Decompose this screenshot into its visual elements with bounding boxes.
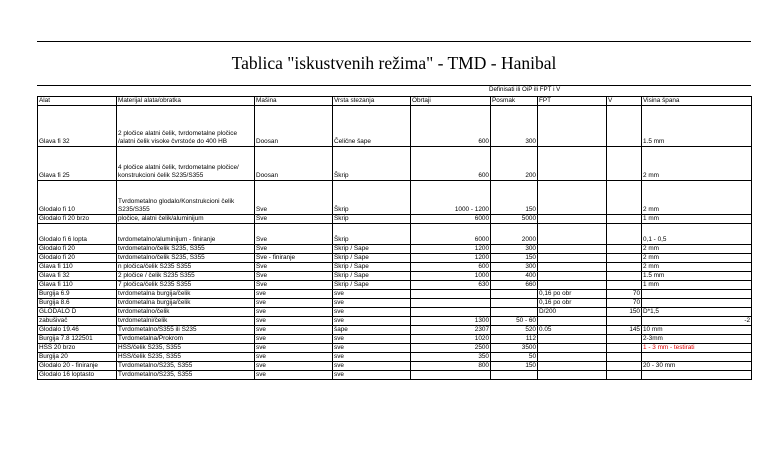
cell-mat: Tvrdometalno/S355 ili S235 [117,326,255,335]
cell-v [607,106,642,147]
table-row [38,317,752,326]
table-title: Tablica "iskustvenih režima" - TMD - Hanibal [37,41,751,86]
cell-stez: šape [333,326,411,335]
cell-masina: Sve [255,181,333,215]
cell-fpt [538,254,607,263]
cell-v [607,181,642,215]
cell-vis: -2 [642,317,752,326]
cell-fpt [538,362,607,371]
definition-note: Definisati ili OiP ili FPT i V [489,86,561,93]
cell-masina: Sve [255,281,333,290]
cell-mat: 7 pločica/čelik S235 S355 [117,281,255,290]
cell-posmak: 150 [491,362,538,371]
cell-fpt [538,371,607,380]
cell-fpt [538,335,607,344]
header-alat: Alat [38,97,117,106]
table-row [38,335,752,344]
cell-alat: Glodalo fi 20 [38,245,117,254]
cell-posmak: 300 [491,245,538,254]
cell-alat: Glodalo 19.46 [38,326,117,335]
cell-obrtaji: 6000 [411,215,491,224]
table-row [38,362,752,371]
table-row [38,245,752,254]
cell-v [607,224,642,245]
table-row [38,181,752,215]
cell-mat: tvrdometalno/čelik S235, S355 [117,254,255,263]
cell-posmak [491,290,538,299]
cell-alat: HSS 20 brzo [38,344,117,353]
cell-mat: 4 pločice alatni čelik, tvrdometalne pločice/ konstrukcioni čelik S235/S355 [117,147,255,181]
cell-v [607,245,642,254]
cell-fpt: D/200 [538,308,607,317]
cell-v [607,344,642,353]
cell-mat: Tvrdometalno/S235, S355 [117,371,255,380]
cell-stez: sve [333,308,411,317]
header-posmak: Posmak [491,97,538,106]
cell-alat: Glava fi 32 [38,106,117,147]
cell-obrtaji: 1020 [411,335,491,344]
cell-obrtaji: 1200 [411,245,491,254]
cell-posmak: 300 [491,106,538,147]
cell-stez: sve [333,353,411,362]
cell-obrtaji: 2500 [411,344,491,353]
cell-posmak [491,308,538,317]
cell-alat: Glodalo 20 - finiranje [38,362,117,371]
cell-masina: Doosan [255,147,333,181]
cell-obrtaji: 800 [411,362,491,371]
cell-mat: n pločica/čelik S235 S355 [117,263,255,272]
cell-posmak: 150 [491,181,538,215]
header-obrtaji: Obrtaji [411,97,491,106]
cell-posmak: 50 [491,353,538,362]
cell-v: 70 [607,290,642,299]
cell-fpt [538,317,607,326]
cell-alat: GLODALO D [38,308,117,317]
cell-alat: Glava fi 32 [38,272,117,281]
cell-mat: 2 pločice / čelik S235 S355 [117,272,255,281]
cell-fpt [538,281,607,290]
cell-obrtaji [411,308,491,317]
cell-fpt [538,106,607,147]
cell-masina: sve [255,308,333,317]
cell-posmak [491,371,538,380]
cell-masina: Sve - finiranje [255,254,333,263]
cell-fpt [538,147,607,181]
cell-posmak: 5000 [491,215,538,224]
cell-vis [642,290,752,299]
cell-masina: Sve [255,245,333,254]
cell-vis: D*1,5 [642,308,752,317]
cell-stez: Škrip [333,215,411,224]
cell-masina: sve [255,335,333,344]
cell-posmak: 50 - 60 [491,317,538,326]
regime-table [37,96,752,380]
cell-vis: 2 mm [642,263,752,272]
spreadsheet [37,41,751,380]
cell-alat: Burgija 6.9 [38,290,117,299]
cell-posmak [491,299,538,308]
cell-posmak: 3500 [491,344,538,353]
cell-posmak: 200 [491,147,538,181]
cell-v [607,371,642,380]
cell-v: 70 [607,299,642,308]
cell-posmak: 300 [491,263,538,272]
cell-fpt: 0.05 [538,326,607,335]
table-row [38,326,752,335]
cell-obrtaji [411,299,491,308]
cell-vis [642,371,752,380]
cell-stez: Škrip / Šape [333,272,411,281]
cell-mat: HSS/čelik S235, S355 [117,344,255,353]
cell-masina: Sve [255,272,333,281]
cell-posmak: 520 [491,326,538,335]
cell-alat: Glava fi 110 [38,281,117,290]
cell-v [607,335,642,344]
cell-alat: Glava fi 110 [38,263,117,272]
cell-obrtaji [411,371,491,380]
cell-posmak: 112 [491,335,538,344]
cell-v [607,272,642,281]
cell-stez: Škrip / Šape [333,254,411,263]
cell-stez: Škrip / Šape [333,263,411,272]
cell-vis: 1.5 mm [642,272,752,281]
table-row [38,371,752,380]
cell-masina: sve [255,362,333,371]
cell-stez: sve [333,299,411,308]
cell-mat: tvrdometalno/čelik S235, S355 [117,245,255,254]
cell-vis: 1 - 3 mm - testirati [642,344,752,353]
cell-mat: Tvrdometalna/Prokrom [117,335,255,344]
cell-posmak: 150 [491,254,538,263]
cell-alat: Glodalo fi 6 lopta [38,224,117,245]
cell-v [607,254,642,263]
cell-stez: sve [333,290,411,299]
header-row [38,97,752,106]
cell-obrtaji: 1300 [411,317,491,326]
cell-masina: sve [255,326,333,335]
cell-masina: Sve [255,224,333,245]
cell-v: 145 [607,326,642,335]
table-row [38,224,752,245]
cell-fpt [538,353,607,362]
cell-alat: zabušivač [38,317,117,326]
cell-mat: Tvrdometalno/S235, S355 [117,362,255,371]
cell-mat: 2 pločice alatni čelik, tvrdometalne pločice /alatni čelik visoke čvrstoće do 400 HB [117,106,255,147]
table-row [38,263,752,272]
cell-v [607,281,642,290]
table-row [38,299,752,308]
cell-fpt [538,344,607,353]
table-row [38,215,752,224]
cell-vis [642,353,752,362]
cell-vis: 2 mm [642,245,752,254]
cell-posmak: 400 [491,272,538,281]
cell-vis: 10 mm [642,326,752,335]
cell-fpt [538,224,607,245]
cell-masina: Doosan [255,106,333,147]
cell-obrtaji: 1000 - 1200 [411,181,491,215]
cell-obrtaji: 350 [411,353,491,362]
cell-stez: Škrip [333,224,411,245]
cell-vis: 0,1 - 0,5 [642,224,752,245]
table-row [38,254,752,263]
cell-stez: sve [333,371,411,380]
cell-fpt [538,215,607,224]
cell-obrtaji: 600 [411,147,491,181]
cell-fpt [538,181,607,215]
cell-masina: sve [255,299,333,308]
cell-v [607,263,642,272]
header-visina: Visina špana [642,97,752,106]
header-fpt: FPT [538,97,607,106]
cell-vis: 2 mm [642,254,752,263]
cell-obrtaji: 1000 [411,272,491,281]
cell-stez: sve [333,317,411,326]
cell-stez: Škrip / Šape [333,281,411,290]
cell-stez: Škrip [333,181,411,215]
cell-alat: Glodalo 16 loptasto [38,371,117,380]
cell-obrtaji [411,290,491,299]
cell-stez: sve [333,362,411,371]
cell-alat: Glodalo fi 10 [38,181,117,215]
cell-alat: Burgija 8.6 [38,299,117,308]
cell-posmak: 660 [491,281,538,290]
table-row [38,106,752,147]
cell-obrtaji: 2307 [411,326,491,335]
cell-vis: 2-3mm [642,335,752,344]
cell-vis: 2 mm [642,181,752,215]
cell-obrtaji: 1200 [411,254,491,263]
cell-mat: Tvrdometalno glodalo/Konstrukcioni čelik S235/S355 [117,181,255,215]
cell-masina: Sve [255,263,333,272]
cell-mat: pločice, alatni čelik/aluminijum [117,215,255,224]
cell-obrtaji: 600 [411,263,491,272]
cell-mat: tvrdometalno/aluminijum - finiranje [117,224,255,245]
definition-note-row [37,86,751,96]
cell-fpt [538,272,607,281]
header-masina: Mašina [255,97,333,106]
cell-fpt: 0,16 po obr [538,299,607,308]
cell-stez: sve [333,335,411,344]
cell-stez: sve [333,344,411,353]
cell-mat: tvrdometalna burgija/čelik [117,299,255,308]
cell-alat: Burgija 7.8 122501 [38,335,117,344]
cell-mat: HSS/čelik S235, S355 [117,353,255,362]
table-row [38,281,752,290]
cell-mat: tvrdometalna burgija/čelik [117,290,255,299]
cell-posmak: 2000 [491,224,538,245]
cell-fpt: 0,16 po obr [538,290,607,299]
table-row [38,308,752,317]
cell-vis: 2 mm [642,147,752,181]
cell-masina: Sve [255,215,333,224]
cell-v [607,362,642,371]
cell-mat: tvrdometalni/čelik [117,317,255,326]
cell-obrtaji: 6000 [411,224,491,245]
cell-masina: sve [255,344,333,353]
cell-vis: 1 mm [642,215,752,224]
cell-obrtaji: 630 [411,281,491,290]
cell-masina: sve [255,317,333,326]
cell-alat: Glodalo fi 20 [38,254,117,263]
cell-masina: sve [255,353,333,362]
table-row [38,353,752,362]
cell-alat: Glava fi 25 [38,147,117,181]
cell-v [607,147,642,181]
cell-v [607,353,642,362]
cell-alat: Glodalo fi 20 brzo [38,215,117,224]
cell-stez: Škrip / Šape [333,245,411,254]
cell-masina: sve [255,290,333,299]
cell-masina: sve [255,371,333,380]
cell-mat: tvrdometalno/čelik [117,308,255,317]
cell-v: 150 [607,308,642,317]
cell-vis: 20 - 30 mm [642,362,752,371]
cell-vis [642,299,752,308]
cell-stez: Čelične šape [333,106,411,147]
cell-stez: Škrip [333,147,411,181]
table-row [38,290,752,299]
cell-vis: 1.5 mm [642,106,752,147]
table-row [38,147,752,181]
header-stezanje: Vrsta stezanja [333,97,411,106]
cell-v [607,215,642,224]
cell-v [607,317,642,326]
table-row [38,344,752,353]
table-row [38,272,752,281]
cell-vis: 1 mm [642,281,752,290]
cell-fpt [538,263,607,272]
cell-fpt [538,245,607,254]
cell-obrtaji: 600 [411,106,491,147]
header-v: V [607,97,642,106]
header-materijal: Materijal alata/obratka [117,97,255,106]
cell-alat: Burgija 20 [38,353,117,362]
